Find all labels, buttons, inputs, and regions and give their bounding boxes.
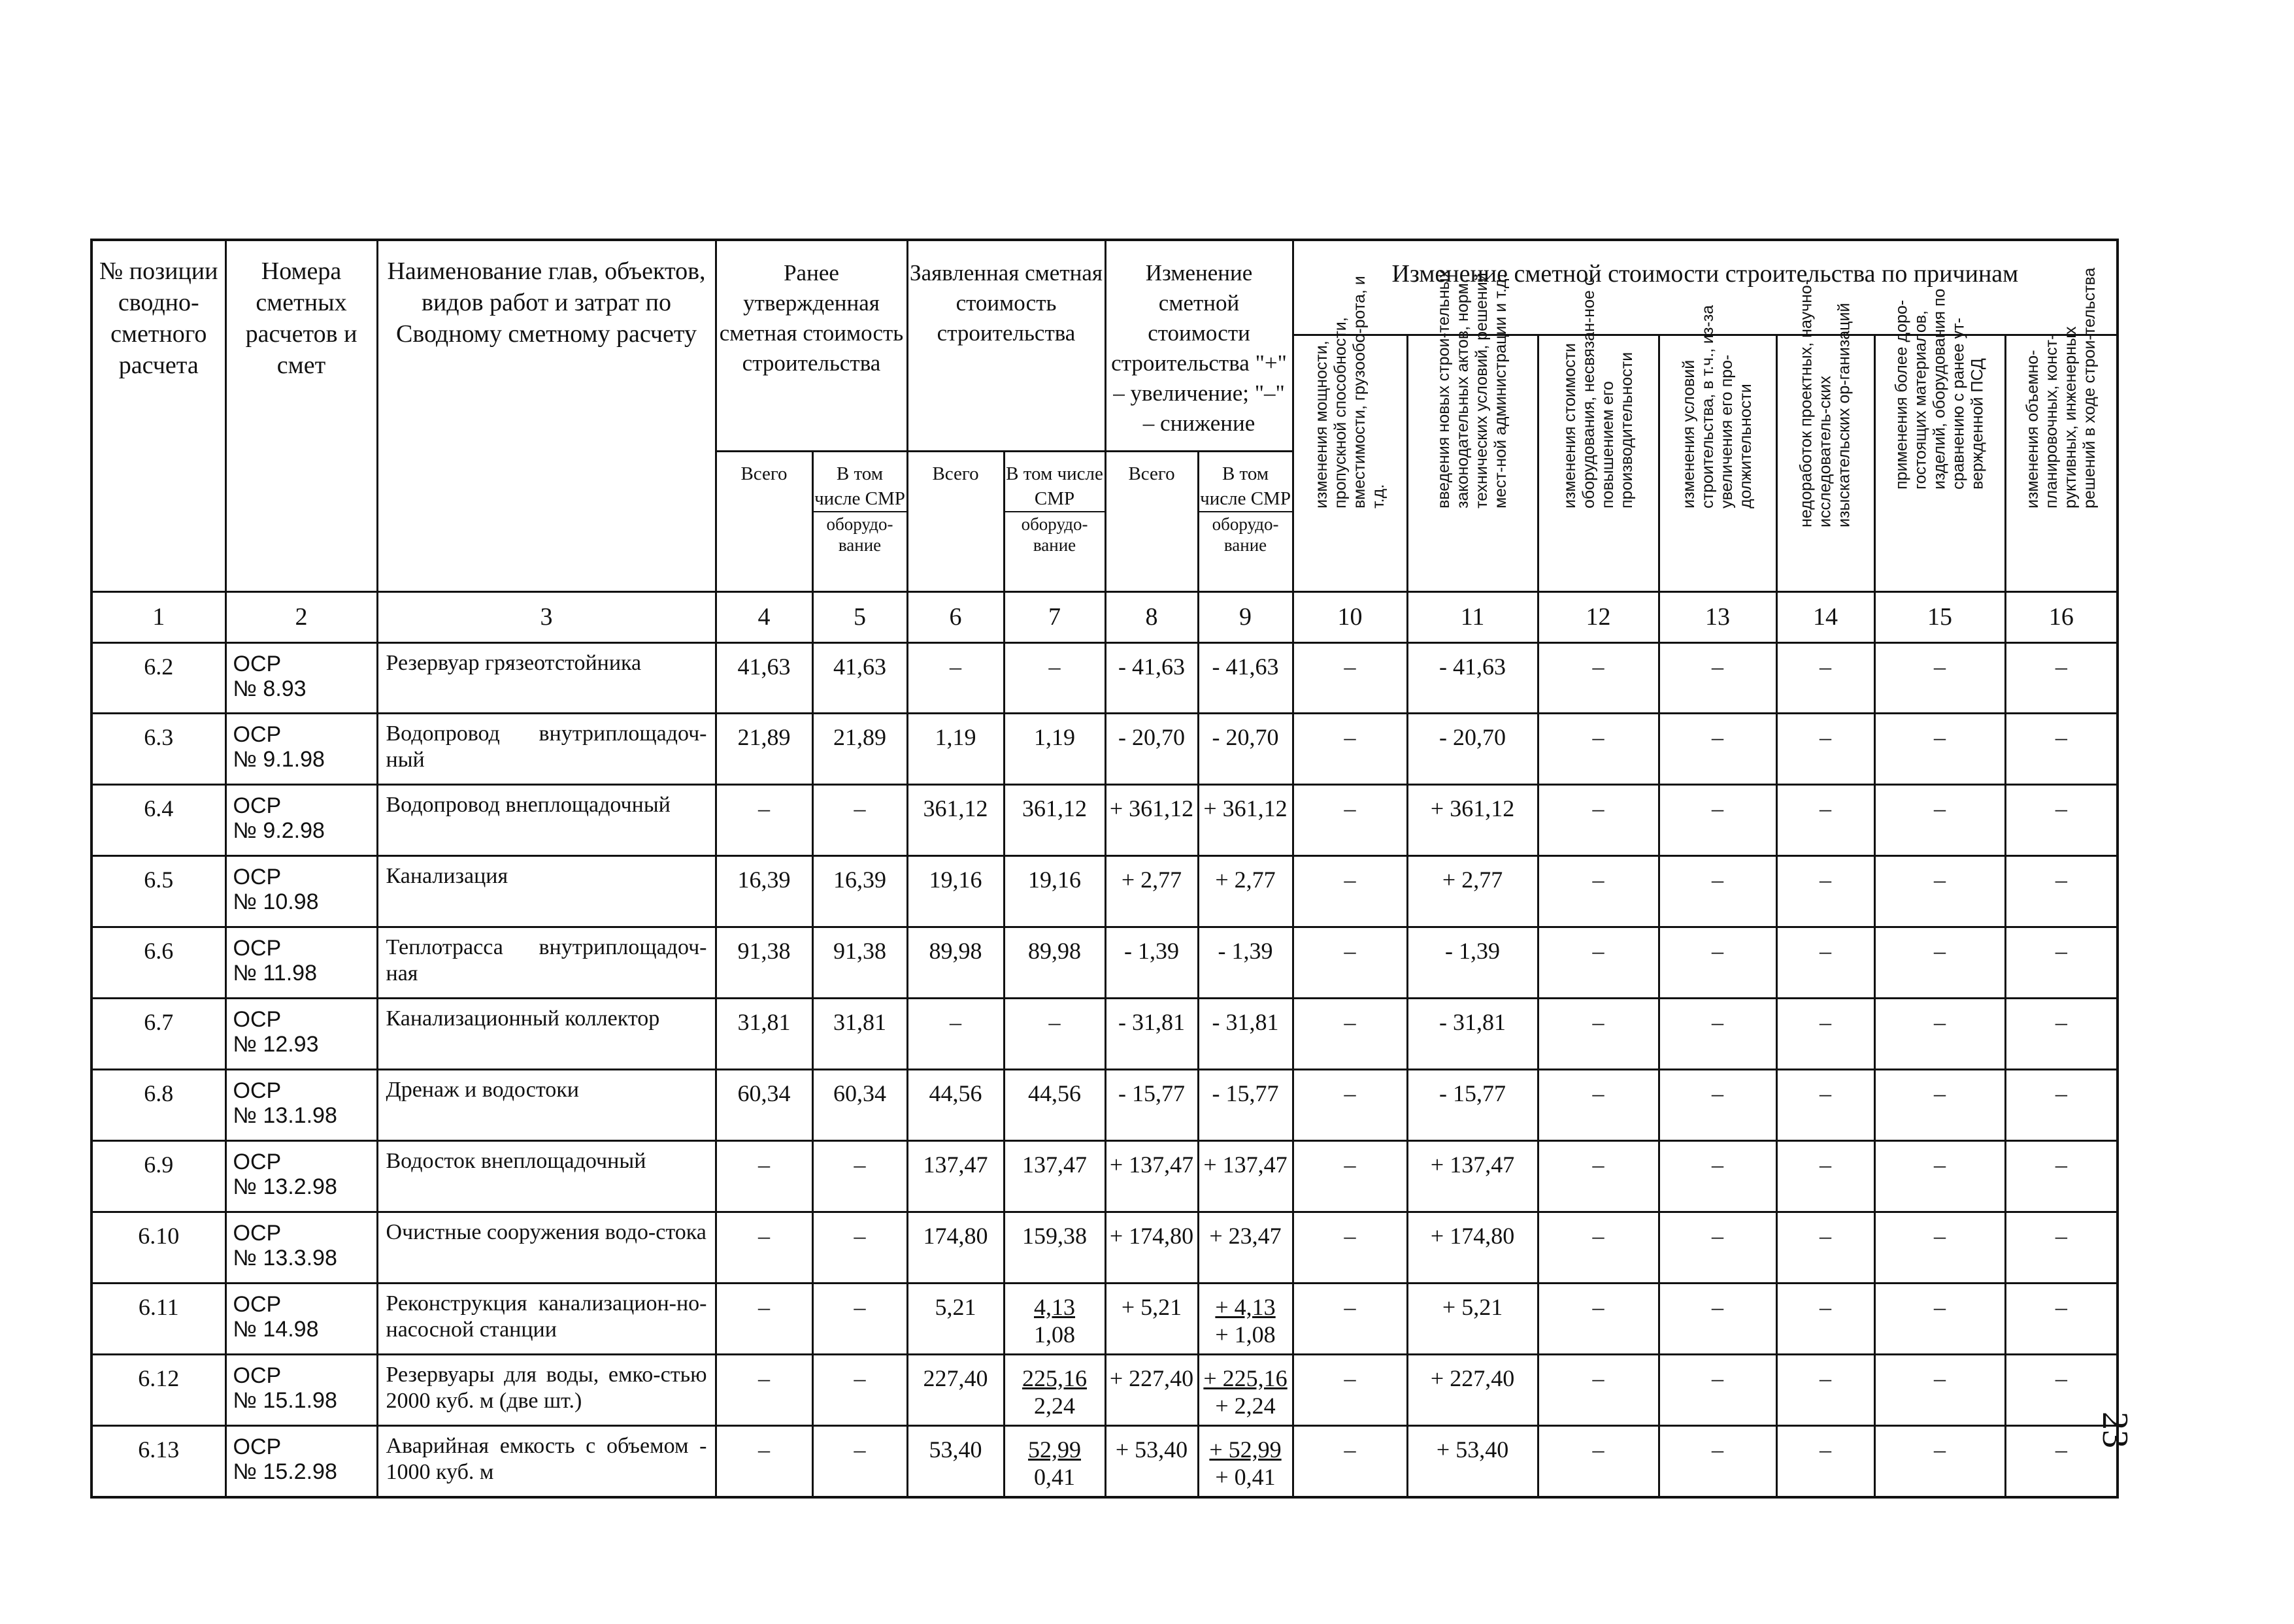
cell-line: + 225,16 bbox=[1203, 1365, 1288, 1392]
change-smr-cell bbox=[1198, 927, 1293, 999]
reason-cell-c10: – bbox=[1293, 785, 1407, 856]
reason-cell-c16: – bbox=[2005, 856, 2118, 927]
header-total-6: Всего bbox=[907, 451, 1004, 591]
change-total-cell: + 227,40 bbox=[1105, 1355, 1198, 1426]
cell-line: + 361,12 bbox=[1203, 795, 1288, 822]
reason-cell-c14: – bbox=[1776, 1070, 1874, 1141]
declared-smr-cell bbox=[1004, 1070, 1105, 1141]
item-name-cell: Теплотрасса внутриплощадоч-ная bbox=[377, 927, 716, 999]
position-cell: 6.13 bbox=[91, 1426, 225, 1497]
item-name-cell: Канализационный коллектор bbox=[377, 999, 716, 1070]
approved-smr-cell: 60,34 bbox=[812, 1070, 907, 1141]
reason-cell-c12: – bbox=[1538, 1141, 1659, 1212]
approved-total-cell: – bbox=[716, 1212, 812, 1284]
reason-cell-c11: + 2,77 bbox=[1407, 856, 1538, 927]
change-total-cell: - 1,39 bbox=[1105, 927, 1198, 999]
approved-total-cell: 21,89 bbox=[716, 714, 812, 785]
reason-cell-c10: – bbox=[1293, 856, 1407, 927]
column-number: 8 bbox=[1105, 591, 1198, 642]
reason-cell-c13: – bbox=[1659, 999, 1776, 1070]
cell-line: № 12.93 bbox=[233, 1032, 319, 1057]
cell-line: № 9.2.98 bbox=[233, 818, 325, 844]
cell-line: ОСР bbox=[233, 793, 282, 819]
change-total-cell: + 2,77 bbox=[1105, 856, 1198, 927]
cell-line: - 15,77 bbox=[1212, 1080, 1279, 1107]
approved-total-cell: – bbox=[716, 1426, 812, 1497]
page-number: 23 bbox=[2095, 1412, 2135, 1448]
cell-line: 361,12 bbox=[1022, 795, 1088, 822]
reason-cell-c12: – bbox=[1538, 999, 1659, 1070]
reason-cell-c11: + 5,21 bbox=[1407, 1284, 1538, 1355]
reason-cell-c16: – bbox=[2005, 714, 2118, 785]
item-name-cell: Дренаж и водостоки bbox=[377, 1070, 716, 1141]
reason-cell-c15: – bbox=[1874, 1212, 2005, 1284]
reason-cell-c15: – bbox=[1874, 1070, 2005, 1141]
reason-cell-c16: – bbox=[2005, 1141, 2118, 1212]
approved-smr-cell: – bbox=[812, 1212, 907, 1284]
reason-cell-c16: – bbox=[2005, 1355, 2118, 1426]
reason-cell-c14: – bbox=[1776, 999, 1874, 1070]
estimate-number-cell bbox=[225, 1141, 377, 1212]
column-number: 15 bbox=[1874, 591, 2005, 642]
cell-line: ОСР bbox=[233, 722, 282, 748]
approved-total-cell: 41,63 bbox=[716, 642, 812, 714]
cell-line: 52,99 bbox=[1028, 1436, 1082, 1463]
column-number: 13 bbox=[1659, 591, 1776, 642]
cell-line: ОСР bbox=[233, 1363, 282, 1389]
reason-cell-c16: – bbox=[2005, 927, 2118, 999]
cell-line: № 9.1.98 bbox=[233, 747, 325, 772]
reason-cell-c14: – bbox=[1776, 642, 1874, 714]
cell-line: ОСР bbox=[233, 1434, 282, 1460]
cell-line: 2,24 bbox=[1034, 1393, 1076, 1419]
cell-line: 137,47 bbox=[1022, 1152, 1088, 1178]
cell-line: ОСР bbox=[233, 1292, 282, 1317]
declared-total-cell: 44,56 bbox=[907, 1070, 1004, 1141]
approved-total-cell: 31,81 bbox=[716, 999, 812, 1070]
approved-smr-cell: – bbox=[812, 1426, 907, 1497]
header-approved-cost: Ранее утвержденная сметная стоимость строительства bbox=[716, 240, 907, 451]
header-reason-15: применения более доро-гостоящих материалов, изделий, оборудования по сравнению с ранее ут-вержденной ПСД bbox=[1874, 335, 2005, 591]
column-number: 3 bbox=[377, 591, 716, 642]
reason-cell-c14: – bbox=[1776, 714, 1874, 785]
change-smr-cell bbox=[1198, 642, 1293, 714]
column-number: 14 bbox=[1776, 591, 1874, 642]
reason-cell-c10: – bbox=[1293, 927, 1407, 999]
cell-line: ОСР bbox=[233, 1150, 282, 1175]
position-cell: 6.5 bbox=[91, 856, 225, 927]
cell-line: 159,38 bbox=[1022, 1223, 1088, 1250]
declared-smr-cell bbox=[1004, 999, 1105, 1070]
cell-line: ОСР bbox=[233, 651, 282, 676]
reason-cell-c10: – bbox=[1293, 1141, 1407, 1212]
approved-total-cell: 60,34 bbox=[716, 1070, 812, 1141]
change-total-cell: - 15,77 bbox=[1105, 1070, 1198, 1141]
reason-cell-c10: – bbox=[1293, 642, 1407, 714]
header-total-8: Всего bbox=[1105, 451, 1198, 591]
reason-cell-c11: + 53,40 bbox=[1407, 1426, 1538, 1497]
header-total-4: Всего bbox=[716, 451, 812, 591]
declared-total-cell: 1,19 bbox=[907, 714, 1004, 785]
reason-cell-c16: – bbox=[2005, 785, 2118, 856]
reason-cell-c11: - 41,63 bbox=[1407, 642, 1538, 714]
reason-cell-c15: – bbox=[1874, 1426, 2005, 1497]
table-row bbox=[91, 999, 2118, 1070]
reason-cell-c13: – bbox=[1659, 1141, 1776, 1212]
column-number: 7 bbox=[1004, 591, 1105, 642]
table-row bbox=[91, 1070, 2118, 1141]
reason-cell-c14: – bbox=[1776, 1284, 1874, 1355]
reason-cell-c14: – bbox=[1776, 1141, 1874, 1212]
table-body bbox=[91, 642, 2118, 1497]
declared-smr-cell bbox=[1004, 856, 1105, 927]
cell-line: 89,98 bbox=[1028, 938, 1082, 965]
position-cell: 6.6 bbox=[91, 927, 225, 999]
reason-cell-c10: – bbox=[1293, 714, 1407, 785]
reason-cell-c14: – bbox=[1776, 785, 1874, 856]
reason-cell-c10: – bbox=[1293, 1355, 1407, 1426]
reason-cell-c16: – bbox=[2005, 642, 2118, 714]
column-number: 16 bbox=[2005, 591, 2118, 642]
table-row bbox=[91, 785, 2118, 856]
estimate-number-cell bbox=[225, 642, 377, 714]
reason-cell-c15: – bbox=[1874, 1141, 2005, 1212]
column-number: 2 bbox=[225, 591, 377, 642]
header-reason-14: недоработок проектных, научно-исследователь-ских изыскательских ор-ганизаций bbox=[1776, 335, 1874, 591]
reason-cell-c11: - 31,81 bbox=[1407, 999, 1538, 1070]
declared-smr-cell bbox=[1004, 1355, 1105, 1426]
cell-line: + 1,08 bbox=[1215, 1321, 1276, 1348]
item-name-cell: Водосток внеплощадочный bbox=[377, 1141, 716, 1212]
item-name-cell: Очистные сооружения водо-стока bbox=[377, 1212, 716, 1284]
reason-cell-c13: – bbox=[1659, 927, 1776, 999]
declared-smr-cell bbox=[1004, 927, 1105, 999]
reason-cell-c15: – bbox=[1874, 785, 2005, 856]
position-cell: 6.12 bbox=[91, 1355, 225, 1426]
reason-cell-c11: - 1,39 bbox=[1407, 927, 1538, 999]
header-cost-change: Изменение сметной стоимости строительства "+" – увеличение; "–" – снижение bbox=[1105, 240, 1293, 451]
change-smr-cell bbox=[1198, 1355, 1293, 1426]
cell-line: № 14.98 bbox=[233, 1317, 319, 1342]
cell-line: 44,56 bbox=[1028, 1080, 1082, 1107]
cell-line: № 15.1.98 bbox=[233, 1388, 337, 1414]
cell-line: - 31,81 bbox=[1212, 1009, 1279, 1036]
declared-smr-cell bbox=[1004, 642, 1105, 714]
declared-total-cell: 174,80 bbox=[907, 1212, 1004, 1284]
declared-total-cell: 361,12 bbox=[907, 785, 1004, 856]
cell-line: – bbox=[1048, 1009, 1061, 1036]
reason-cell-c16: – bbox=[2005, 1284, 2118, 1355]
cell-line: + 2,77 bbox=[1215, 867, 1276, 893]
item-name-cell: Резервуар грязеотстойника bbox=[377, 642, 716, 714]
column-number: 12 bbox=[1538, 591, 1659, 642]
reason-cell-c13: – bbox=[1659, 1212, 1776, 1284]
change-smr-cell bbox=[1198, 856, 1293, 927]
column-number: 5 bbox=[812, 591, 907, 642]
declared-total-cell: 53,40 bbox=[907, 1426, 1004, 1497]
approved-smr-cell: – bbox=[812, 785, 907, 856]
cell-line: + 52,99 bbox=[1209, 1436, 1282, 1463]
change-smr-cell bbox=[1198, 999, 1293, 1070]
reason-cell-c12: – bbox=[1538, 1426, 1659, 1497]
position-cell: 6.7 bbox=[91, 999, 225, 1070]
estimate-number-cell bbox=[225, 714, 377, 785]
estimate-number-cell bbox=[225, 999, 377, 1070]
change-total-cell: - 31,81 bbox=[1105, 999, 1198, 1070]
cell-line: 4,13 bbox=[1034, 1294, 1076, 1321]
cell-line: № 13.2.98 bbox=[233, 1174, 337, 1200]
approved-smr-cell: 41,63 bbox=[812, 642, 907, 714]
reason-cell-c12: – bbox=[1538, 1212, 1659, 1284]
approved-total-cell: – bbox=[716, 1355, 812, 1426]
table-row bbox=[91, 1212, 2118, 1284]
header-incl-7: В том числе СМР оборудо-вание bbox=[1004, 451, 1105, 591]
item-name-cell: Аварийная емкость с объемом - 1000 куб. м bbox=[377, 1426, 716, 1497]
change-smr-cell bbox=[1198, 1426, 1293, 1497]
reason-cell-c15: – bbox=[1874, 1355, 2005, 1426]
reason-cell-c15: – bbox=[1874, 1284, 2005, 1355]
reason-cell-c12: – bbox=[1538, 714, 1659, 785]
change-smr-cell bbox=[1198, 1212, 1293, 1284]
column-number: 6 bbox=[907, 591, 1004, 642]
table-row bbox=[91, 642, 2118, 714]
column-number-row bbox=[91, 591, 2118, 642]
reason-cell-c11: - 15,77 bbox=[1407, 1070, 1538, 1141]
cell-line: ОСР bbox=[233, 1221, 282, 1246]
reason-cell-c10: – bbox=[1293, 999, 1407, 1070]
cell-line: ОСР bbox=[233, 1007, 282, 1033]
approved-smr-cell: – bbox=[812, 1284, 907, 1355]
header-position-no: № позиции сводно-сметного расчета bbox=[91, 240, 225, 591]
approved-smr-cell: 21,89 bbox=[812, 714, 907, 785]
reason-cell-c12: – bbox=[1538, 856, 1659, 927]
reason-cell-c15: – bbox=[1874, 714, 2005, 785]
reason-cell-c11: + 137,47 bbox=[1407, 1141, 1538, 1212]
cell-line: + 4,13 bbox=[1215, 1294, 1276, 1321]
position-cell: 6.8 bbox=[91, 1070, 225, 1141]
approved-total-cell: 91,38 bbox=[716, 927, 812, 999]
estimate-number-cell bbox=[225, 856, 377, 927]
change-total-cell: + 5,21 bbox=[1105, 1284, 1198, 1355]
reason-cell-c16: – bbox=[2005, 999, 2118, 1070]
declared-total-cell: 19,16 bbox=[907, 856, 1004, 927]
reason-cell-c12: – bbox=[1538, 927, 1659, 999]
column-number: 10 bbox=[1293, 591, 1407, 642]
cell-line: 1,19 bbox=[1034, 724, 1076, 751]
cell-line: - 1,39 bbox=[1218, 938, 1273, 965]
header-reason-13: изменения условий строительства, в т.ч., из-за увеличения его про-должительности bbox=[1659, 335, 1776, 591]
reason-cell-c16: – bbox=[2005, 1070, 2118, 1141]
declared-smr-cell bbox=[1004, 714, 1105, 785]
reason-cell-c12: – bbox=[1538, 1284, 1659, 1355]
header-reason-10: изменения мощности, пропускной способности, вместимости, грузообо-рота, и т.д. bbox=[1293, 335, 1407, 591]
reason-cell-c13: – bbox=[1659, 642, 1776, 714]
reason-cell-c13: – bbox=[1659, 1426, 1776, 1497]
change-total-cell: + 53,40 bbox=[1105, 1426, 1198, 1497]
declared-smr-cell bbox=[1004, 1284, 1105, 1355]
reason-cell-c12: – bbox=[1538, 1355, 1659, 1426]
estimate-table bbox=[90, 239, 2119, 1499]
table-row bbox=[91, 714, 2118, 785]
estimate-number-cell bbox=[225, 927, 377, 999]
header-change-by-reasons: Изменение сметной стоимости строительства по причинам bbox=[1293, 240, 2118, 335]
approved-smr-cell: 31,81 bbox=[812, 999, 907, 1070]
reason-cell-c13: – bbox=[1659, 714, 1776, 785]
cell-line: № 10.98 bbox=[233, 889, 319, 915]
column-number: 4 bbox=[716, 591, 812, 642]
cell-line: ОСР bbox=[233, 865, 282, 890]
reason-cell-c15: – bbox=[1874, 927, 2005, 999]
approved-total-cell: 16,39 bbox=[716, 856, 812, 927]
position-cell: 6.4 bbox=[91, 785, 225, 856]
table-row bbox=[91, 1426, 2118, 1497]
header-reason-11: введения новых строи-тельных законодательных актов, норм, технических условий, решений мест-ной администрации и т.д. bbox=[1407, 335, 1538, 591]
position-cell: 6.2 bbox=[91, 642, 225, 714]
cell-line: + 0,41 bbox=[1215, 1464, 1276, 1491]
header-reason-12: изменения стоимости оборудования, несвязан-ное с повышением его производительности bbox=[1538, 335, 1659, 591]
reason-cell-c11: + 361,12 bbox=[1407, 785, 1538, 856]
column-number: 9 bbox=[1198, 591, 1293, 642]
change-smr-cell bbox=[1198, 714, 1293, 785]
reason-cell-c12: – bbox=[1538, 785, 1659, 856]
change-total-cell: + 361,12 bbox=[1105, 785, 1198, 856]
declared-total-cell: 89,98 bbox=[907, 927, 1004, 999]
reason-cell-c14: – bbox=[1776, 927, 1874, 999]
approved-total-cell: – bbox=[716, 1141, 812, 1212]
change-smr-cell bbox=[1198, 1284, 1293, 1355]
reason-cell-c12: – bbox=[1538, 1070, 1659, 1141]
reason-cell-c10: – bbox=[1293, 1426, 1407, 1497]
header-item-name: Наименование глав, объектов, видов работ и затрат по Сводному сметному расчету bbox=[377, 240, 716, 591]
declared-total-cell: 137,47 bbox=[907, 1141, 1004, 1212]
reason-cell-c16: – bbox=[2005, 1212, 2118, 1284]
header-incl-9: В том числе СМР оборудо-вание bbox=[1198, 451, 1293, 591]
reason-cell-c13: – bbox=[1659, 785, 1776, 856]
cell-line: + 23,47 bbox=[1209, 1223, 1282, 1250]
change-total-cell: - 20,70 bbox=[1105, 714, 1198, 785]
reason-cell-c16: – bbox=[2005, 1426, 2118, 1497]
change-total-cell: - 41,63 bbox=[1105, 642, 1198, 714]
change-smr-cell bbox=[1198, 1070, 1293, 1141]
table-row bbox=[91, 1355, 2118, 1426]
table-row bbox=[91, 856, 2118, 927]
change-total-cell: + 174,80 bbox=[1105, 1212, 1198, 1284]
reason-cell-c13: – bbox=[1659, 1355, 1776, 1426]
cell-line: 19,16 bbox=[1028, 867, 1082, 893]
cell-line: № 15.2.98 bbox=[233, 1459, 337, 1485]
cell-line: - 41,63 bbox=[1212, 653, 1279, 680]
cell-line: – bbox=[1048, 653, 1061, 680]
declared-total-cell: 227,40 bbox=[907, 1355, 1004, 1426]
approved-total-cell: – bbox=[716, 785, 812, 856]
estimate-number-cell bbox=[225, 785, 377, 856]
cell-line: № 11.98 bbox=[233, 961, 317, 986]
approved-smr-cell: 16,39 bbox=[812, 856, 907, 927]
estimate-number-cell bbox=[225, 1284, 377, 1355]
reason-cell-c15: – bbox=[1874, 642, 2005, 714]
declared-smr-cell bbox=[1004, 785, 1105, 856]
cell-line: № 8.93 bbox=[233, 676, 307, 701]
change-smr-cell bbox=[1198, 785, 1293, 856]
cell-line: ОСР bbox=[233, 1078, 282, 1104]
column-number: 11 bbox=[1407, 591, 1538, 642]
change-total-cell: + 137,47 bbox=[1105, 1141, 1198, 1212]
estimate-number-cell bbox=[225, 1426, 377, 1497]
reason-cell-c14: – bbox=[1776, 1355, 1874, 1426]
header-incl-5: В том числе СМР оборудо-вание bbox=[812, 451, 907, 591]
cell-line: - 20,70 bbox=[1212, 724, 1279, 751]
item-name-cell: Реконструкция канализацион-но-насосной станции bbox=[377, 1284, 716, 1355]
reason-cell-c10: – bbox=[1293, 1284, 1407, 1355]
header-reason-16: изменения объемно-планировочных, конст-руктивных, инженерных решений в ходе строи-тельства bbox=[2005, 335, 2118, 591]
cell-line: 225,16 bbox=[1022, 1365, 1088, 1392]
approved-smr-cell: – bbox=[812, 1141, 907, 1212]
header-estimate-numbers: Номера сметных расчетов и смет bbox=[225, 240, 377, 591]
estimate-number-cell bbox=[225, 1212, 377, 1284]
declared-total-cell: – bbox=[907, 642, 1004, 714]
reason-cell-c15: – bbox=[1874, 999, 2005, 1070]
item-name-cell: Канализация bbox=[377, 856, 716, 927]
estimate-number-cell bbox=[225, 1355, 377, 1426]
reason-cell-c14: – bbox=[1776, 1426, 1874, 1497]
approved-smr-cell: – bbox=[812, 1355, 907, 1426]
item-name-cell: Водопровод внутриплощадоч-ный bbox=[377, 714, 716, 785]
reason-cell-c14: – bbox=[1776, 856, 1874, 927]
declared-smr-cell bbox=[1004, 1141, 1105, 1212]
item-name-cell: Водопровод внеплощадочный bbox=[377, 785, 716, 856]
reason-cell-c11: + 227,40 bbox=[1407, 1355, 1538, 1426]
reason-cell-c11: - 20,70 bbox=[1407, 714, 1538, 785]
cell-line: № 13.3.98 bbox=[233, 1246, 337, 1271]
position-cell: 6.10 bbox=[91, 1212, 225, 1284]
reason-cell-c13: – bbox=[1659, 856, 1776, 927]
cell-line: 0,41 bbox=[1034, 1464, 1076, 1491]
declared-total-cell: 5,21 bbox=[907, 1284, 1004, 1355]
reason-cell-c12: – bbox=[1538, 642, 1659, 714]
cell-line: + 2,24 bbox=[1215, 1393, 1276, 1419]
estimate-table-sheet bbox=[90, 239, 2116, 1490]
declared-smr-cell bbox=[1004, 1212, 1105, 1284]
approved-smr-cell: 91,38 bbox=[812, 927, 907, 999]
cell-line: ОСР bbox=[233, 936, 282, 961]
item-name-cell: Резервуары для воды, емко-стью 2000 куб. м (две шт.) bbox=[377, 1355, 716, 1426]
reason-cell-c10: – bbox=[1293, 1212, 1407, 1284]
table-row bbox=[91, 1284, 2118, 1355]
cell-line: № 13.1.98 bbox=[233, 1103, 337, 1129]
column-number: 1 bbox=[91, 591, 225, 642]
cell-line: + 137,47 bbox=[1203, 1152, 1288, 1178]
reason-cell-c14: – bbox=[1776, 1212, 1874, 1284]
reason-cell-c10: – bbox=[1293, 1070, 1407, 1141]
reason-cell-c13: – bbox=[1659, 1070, 1776, 1141]
change-smr-cell bbox=[1198, 1141, 1293, 1212]
position-cell: 6.11 bbox=[91, 1284, 225, 1355]
table-row bbox=[91, 1141, 2118, 1212]
table-row bbox=[91, 927, 2118, 999]
declared-total-cell: – bbox=[907, 999, 1004, 1070]
declared-smr-cell bbox=[1004, 1426, 1105, 1497]
position-cell: 6.9 bbox=[91, 1141, 225, 1212]
position-cell: 6.3 bbox=[91, 714, 225, 785]
reason-cell-c13: – bbox=[1659, 1284, 1776, 1355]
estimate-number-cell bbox=[225, 1070, 377, 1141]
header-declared-cost: Заявленная сметная стоимость строительства bbox=[907, 240, 1105, 451]
approved-total-cell: – bbox=[716, 1284, 812, 1355]
reason-cell-c15: – bbox=[1874, 856, 2005, 927]
reason-cell-c11: + 174,80 bbox=[1407, 1212, 1538, 1284]
cell-line: 1,08 bbox=[1034, 1321, 1076, 1348]
